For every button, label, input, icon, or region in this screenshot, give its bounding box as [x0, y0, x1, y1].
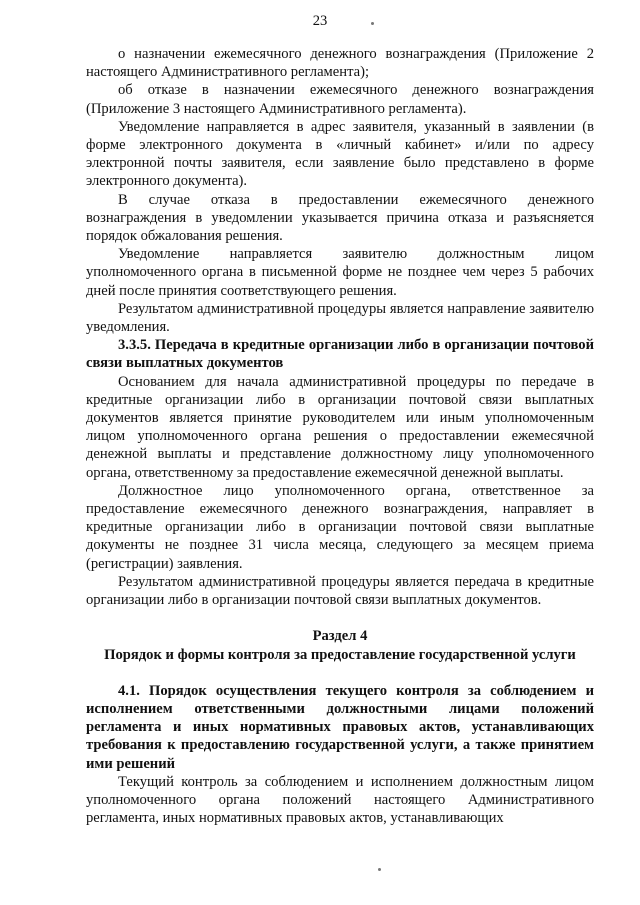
paragraph-transfer-result: Результатом административной процедуры является передача в кредитные организации либо в организации почтовой связи выплатных документов.	[86, 573, 594, 609]
paragraph-grant-notice: о назначении ежемесячного денежного вознаграждения (Приложение 2 настоящего Административного регламента);	[86, 46, 594, 81]
paragraph-refusal-reason: В случае отказа в предоставлении ежемесячного денежного вознаграждения в уведомлении указывается причина отказа и разъясняется порядок обжалования решения.	[86, 191, 594, 245]
paragraph-current-control: Текущий контроль за соблюдением и исполнением должностным лицом уполномоченного органа положений настоящего Административного регламента, иных нормативных правовых актов, устанавливающих	[86, 773, 594, 827]
paragraph-refusal-notice: об отказе в назначении ежемесячного денежного вознаграждения (Приложение 3 настоящего Административного регламента).	[86, 82, 594, 117]
section-subtitle: Порядок и формы контроля за предоставление государственной услуги	[104, 646, 576, 663]
paragraph-official-sends: Должностное лицо уполномоченного органа, ответственное за предоставление ежемесячного денежного вознаграждения, направляет в кредитные организации либо в организации почтовой связи выплатные документы не позднее 31 числа месяца, следующего за месяцем приема (регистрации) заявления.	[86, 482, 594, 572]
paragraph-notification-address: Уведомление направляется в адрес заявителя, указанный в заявлении (в форме электронного документа в «личный кабинет» и/или по адресу электронной почты заявителя, если заявление было представлено в форме электронного документа).	[86, 118, 594, 190]
heading-4-1: 4.1. Порядок осуществления текущего контроля за соблюдением и исполнением ответственными должностными лицами положений регламента и иных нормативных правовых актов, устанавливающих требования к предоставлению государственной услуги, а также принятием ими решений	[86, 682, 594, 772]
paragraph-transfer-basis: Основанием для начала административной процедуры по передаче в кредитные организации либо в организации почтовой связи выплатных документов является принятие руководителем или иным уполномоченным лицом уполномоченного органа решения о предоставлении ежемесячной денежной выплаты и представление должностному лицу уполномоченного органа, ответственному за предоставление ежемесячной денежной выплаты.	[86, 373, 594, 481]
spacer	[86, 609, 594, 627]
paragraph-procedure-result: Результатом административной процедуры является направление заявителю уведомления.	[86, 300, 594, 336]
page-number: 23	[312, 13, 328, 29]
section-title: Раздел 4	[312, 628, 368, 645]
spacer	[86, 664, 594, 682]
page-content	[86, 45, 594, 827]
scan-speck	[371, 22, 374, 25]
paragraph-notification-deadline: Уведомление направляется заявителю должностным лицом уполномоченного органа в письменной форме не позднее чем через 5 рабочих дней после принятия соответствующего решения.	[86, 246, 594, 299]
scan-speck	[378, 868, 381, 871]
heading-3-3-5: 3.3.5. Передача в кредитные организации либо в организации почтовой связи выплатных документов	[86, 337, 594, 372]
